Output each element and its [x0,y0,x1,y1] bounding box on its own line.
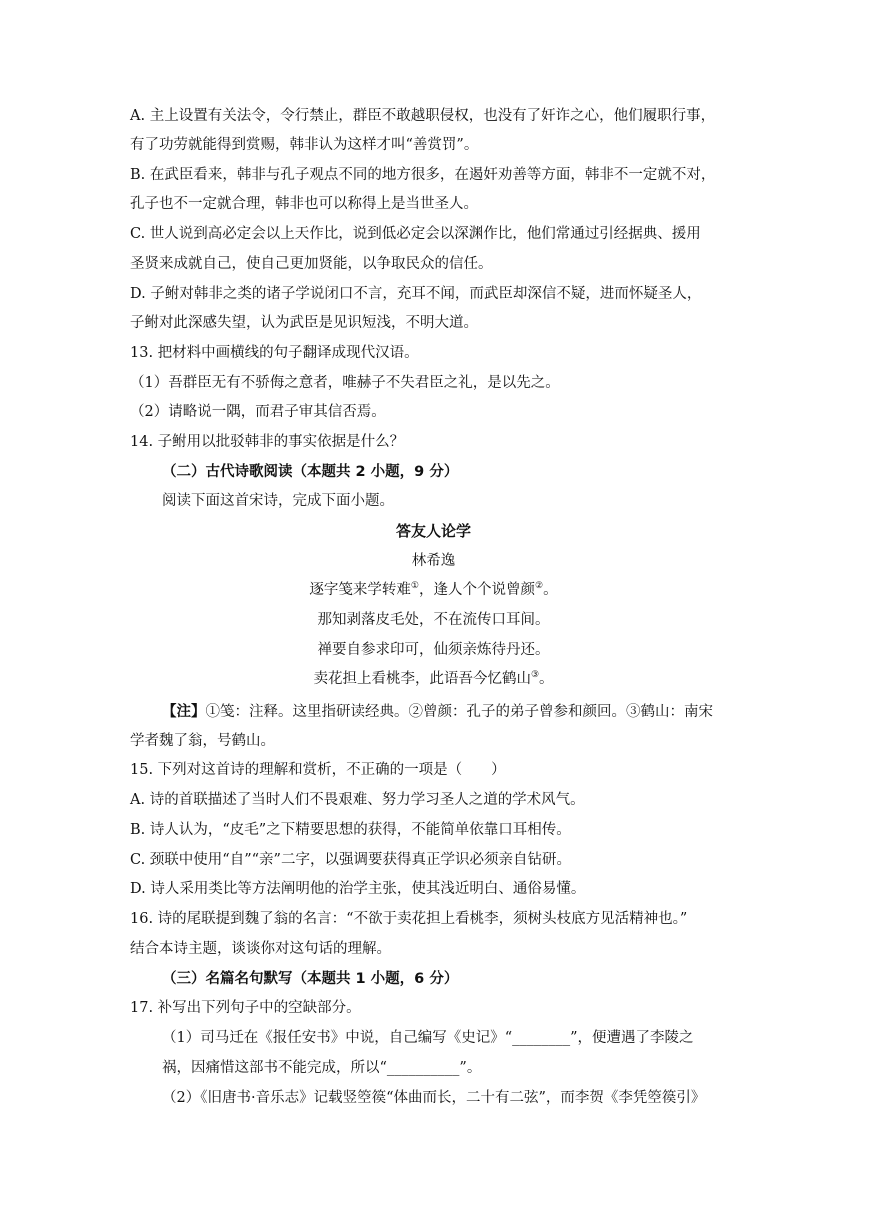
section-2-intro: 阅读下面这首宋诗，完成下面小题。 [162,493,394,509]
question-17-part1-line1: （1）司马迁在《报任安书》中说，自己编写《史记》“________”，便遭遇了李陵之 [162,1030,694,1046]
poem-line-3: 禅要自参求印可，仙须亲炼待丹还。 [317,642,550,658]
question-15-option-a: A. 诗的首联描述了当时人们不畏艰难、努力学习圣人之道的学术风气。 [130,792,585,808]
poem-line-1: 逐字笺来学转难①，逢人个个说曾颜②。 [309,581,558,598]
question-16-line1: 16. 诗的尾联提到魏了翁的名言：“不欲于卖花担上看桃李，须树头枝底方见活精神也。” [130,911,688,927]
option-a-line2: 有了功劳就能得到赏赐，韩非认为这样才叫“善赏罚”。 [130,137,479,153]
poem-title: 答友人论学 [395,522,471,540]
section-3-heading: （三）名篇名句默写（本题共 1 小题，6 分） [162,971,459,987]
section-2-heading: （二）古代诗歌阅读（本题共 2 小题，9 分） [162,464,459,480]
question-13-sentence-1: （1）吾群臣无有不骄侮之意者，唯赫子不失君臣之礼，是以先之。 [130,375,560,391]
poem-note-line1: 【注】①笺：注释。这里指研读经典。②曾颜：孔子的弟子曾参和颜回。③鹤山：南宋 [162,704,713,720]
question-15-option-b: B. 诗人认为，“皮毛”之下精要思想的获得，不能简单依靠口耳相传。 [130,822,571,838]
question-13-sentence-2: （2）请略说一隅，而君子审其信否焉。 [130,404,386,420]
poem-line-4: 卖花担上看桃李，此语吾今忆鹤山③。 [313,670,554,687]
poem-author: 林希逸 [411,553,456,569]
question-15-stem: 15. 下列对这首诗的理解和赏析，不正确的一项是（ ） [130,762,506,778]
option-b-line1: B. 在武臣看来，韩非与孔子观点不同的地方很多，在遏奸劝善等方面，韩非不一定就不对， [130,167,716,183]
option-a-line1: A. 主上设置有关法令，令行禁止，群臣不敢越职侵权，也没有了奸诈之心，他们履职行事， [130,108,716,124]
question-17-part1-line2: 祸，因痛惜这部书不能完成，所以“__________”。 [162,1060,482,1076]
option-b-line2: 孔子也不一定就合理，韩非也可以称得上是当世圣人。 [130,196,478,212]
poem-note-line2: 学者魏了翁，号鹤山。 [130,733,275,749]
option-c-line1: C. 世人说到高必定会以上天作比，说到低必定会以深渊作比，他们常通过引经据典、援用 [130,226,701,242]
question-17-part2-line1: （2）《旧唐书·音乐志》记载竖箜篌“体曲而长，二十有二弦”，而李贺《李凭箜篌引》 [162,1090,706,1106]
question-15-option-d: D. 诗人采用类比等方法阐明他的治学主张，使其浅近明白、通俗易懂。 [130,881,586,897]
question-16-line2: 结合本诗主题，谈谈你对这句话的理解。 [130,941,391,957]
option-c-line2: 圣贤来成就自己，使自己更加贤能，以争取民众的信任。 [130,256,493,272]
question-14-stem: 14. 子鲋用以批驳韩非的事实依据是什么？ [130,434,405,450]
poem-line-2: 那知剥落皮毛处，不在流传口耳间。 [317,612,550,628]
question-17-stem: 17. 补写出下列句子中的空缺部分。 [130,1000,361,1016]
question-15-option-c: C. 颈联中使用“自”“亲”二字，以强调要获得真正学识必须亲自钻研。 [130,852,571,868]
option-d-line1: D. 子鲋对韩非之类的诸子学说闭口不言，充耳不闻，而武臣却深信不疑，进而怀疑圣人， [130,286,702,302]
option-d-line2: 子鲋对此深感失望，认为武臣是见识短浅，不明大道。 [130,315,478,331]
question-13-stem: 13. 把材料中画横线的句子翻译成现代汉语。 [130,345,419,361]
